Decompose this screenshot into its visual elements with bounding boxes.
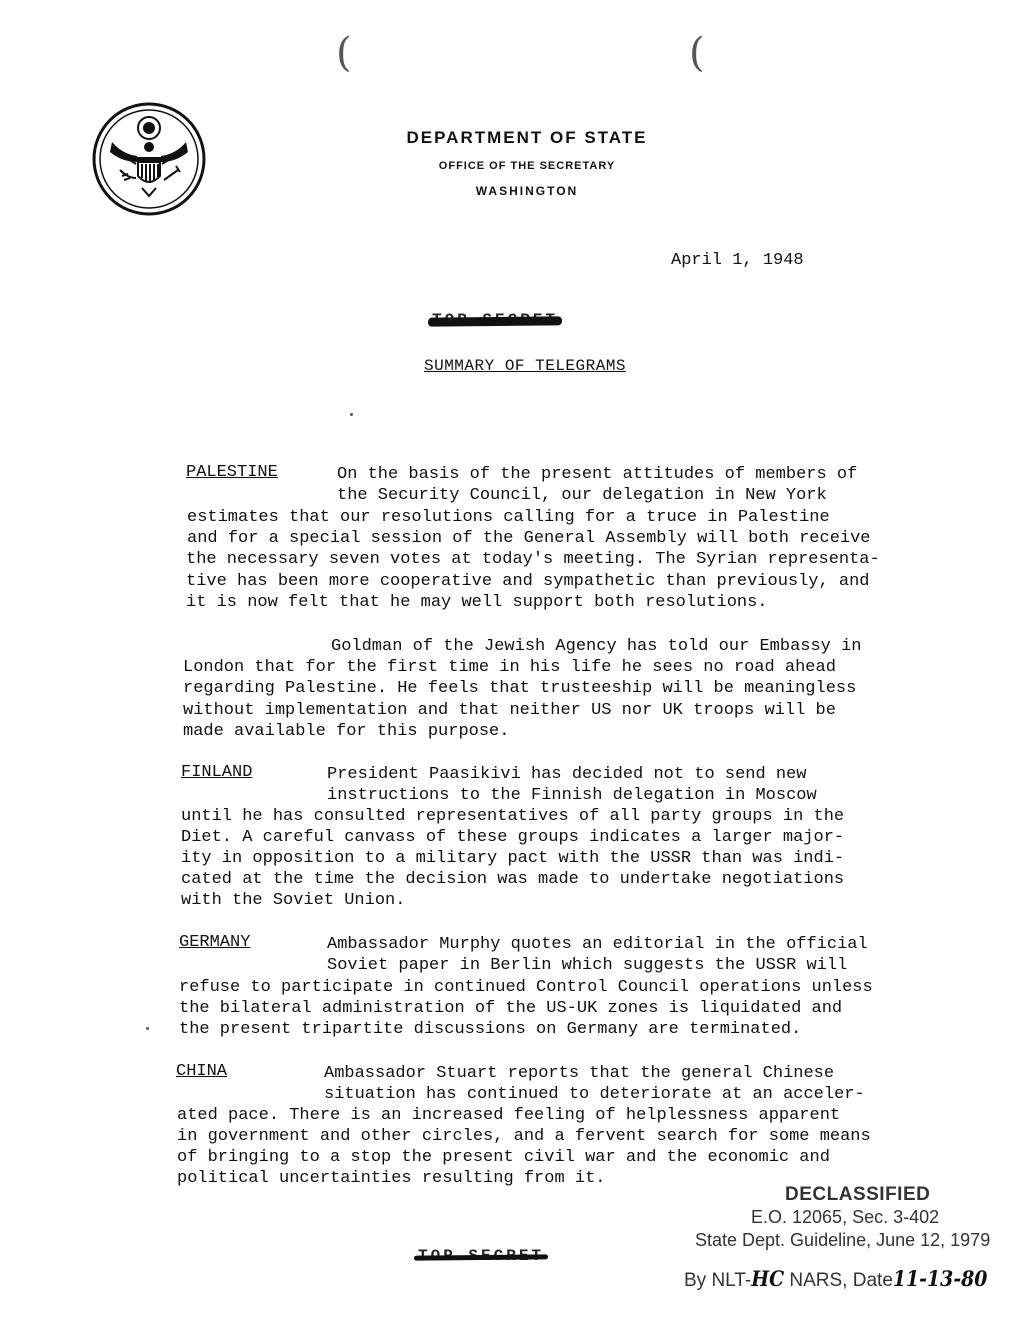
document-date: April 1, 1948 [671,251,804,270]
declassified-stamp-authority [684,1266,987,1292]
text-line: regarding Palestine. He feels that trusteeship will be meaningless [183,679,857,698]
handwritten-date: 11-13-80 [892,1266,988,1291]
text-line: estimates that our resolutions calling for a truce in Palestine [187,508,830,527]
text-line: in government and other circles, and a fervent search for some means [177,1127,871,1146]
text-line: ated pace. There is an increased feeling of helplessness apparent [177,1106,841,1125]
department-seal-icon [92,102,206,216]
speck-mark [146,1027,149,1030]
text-line: tive has been more cooperative and sympathetic than previously, and [186,572,870,591]
letterhead-office: OFFICE OF THE SECRETARY [438,160,616,172]
document-heading: SUMMARY OF TELEGRAMS [424,357,627,375]
text-line: without implementation and that neither US nor UK troops will be [183,701,836,720]
letterhead-department: DEPARTMENT OF STATE [406,128,648,147]
text-line: situation has continued to deteriorate at an acceler- [324,1085,865,1104]
section-label-germany: GERMANY [179,933,251,952]
text-line: refuse to participate in continued Control Council operations unless [179,978,873,997]
classification-marking-top [432,311,558,329]
section-label-palestine: PALESTINE [186,463,278,482]
text-line: Ambassador Murphy quotes an editorial in the official [327,935,868,954]
text-line: with the Soviet Union. [181,891,406,910]
stamp-by-label: By NLT- [684,1270,752,1291]
text-line: of bringing to a stop the present civil war and the economic and [177,1148,830,1167]
speck-mark [350,413,353,416]
section-label-china: CHINA [176,1062,228,1081]
text-line: instructions to the Finnish delegation in Moscow [327,786,817,805]
text-line: made available for this purpose. [183,722,510,741]
text-line: the present tripartite discussions on Germany are terminated. [179,1020,802,1039]
declassified-stamp-order: E.O. 12065, Sec. 3-402 [751,1207,940,1227]
stamp-nars-label: NARS, Date [784,1270,893,1291]
redaction-strike [428,316,562,326]
letterhead-city: WASHINGTON [475,184,579,198]
text-line: cated at the time the decision was made to undertake negotiations [181,870,845,889]
text-line: it is now felt that he may well support both resolutions. [186,593,768,612]
text-line: Goldman of the Jewish Agency has told our Embassy in [331,637,862,656]
classification-marking-bottom [418,1247,544,1265]
text-line: Soviet paper in Berlin which suggests the USSR will [327,956,848,975]
text-line: the Security Council, our delegation in New York [337,486,827,505]
text-line: London that for the first time in his life he sees no road ahead [183,658,836,677]
declassified-stamp-guideline: State Dept. Guideline, June 12, 1979 [695,1230,991,1250]
punch-hole-mark-left: ( [336,30,352,76]
punch-hole-mark-right: ( [689,30,705,76]
text-line: Diet. A careful canvass of these groups indicates a larger major- [181,828,845,847]
text-line: ity in opposition to a military pact with the USSR than was indi- [181,849,845,868]
declassified-stamp-title: DECLASSIFIED [785,1184,931,1205]
text-line: political uncertainties resulting from it. [177,1169,606,1188]
text-line: the bilateral administration of the US-UK zones is liquidated and [179,999,843,1018]
section-label-finland: FINLAND [181,763,253,782]
text-line: the necessary seven votes at today's meeting. The Syrian representa- [186,550,880,569]
handwritten-initials: HC [751,1266,785,1291]
text-line: and for a special session of the General Assembly will both receive [187,529,871,548]
text-line: President Paasikivi has decided not to send new [327,765,807,784]
text-line: Ambassador Stuart reports that the general Chinese [324,1064,835,1083]
text-line: until he has consulted representatives of all party groups in the [181,807,845,826]
text-line: On the basis of the present attitudes of members of [337,465,858,484]
